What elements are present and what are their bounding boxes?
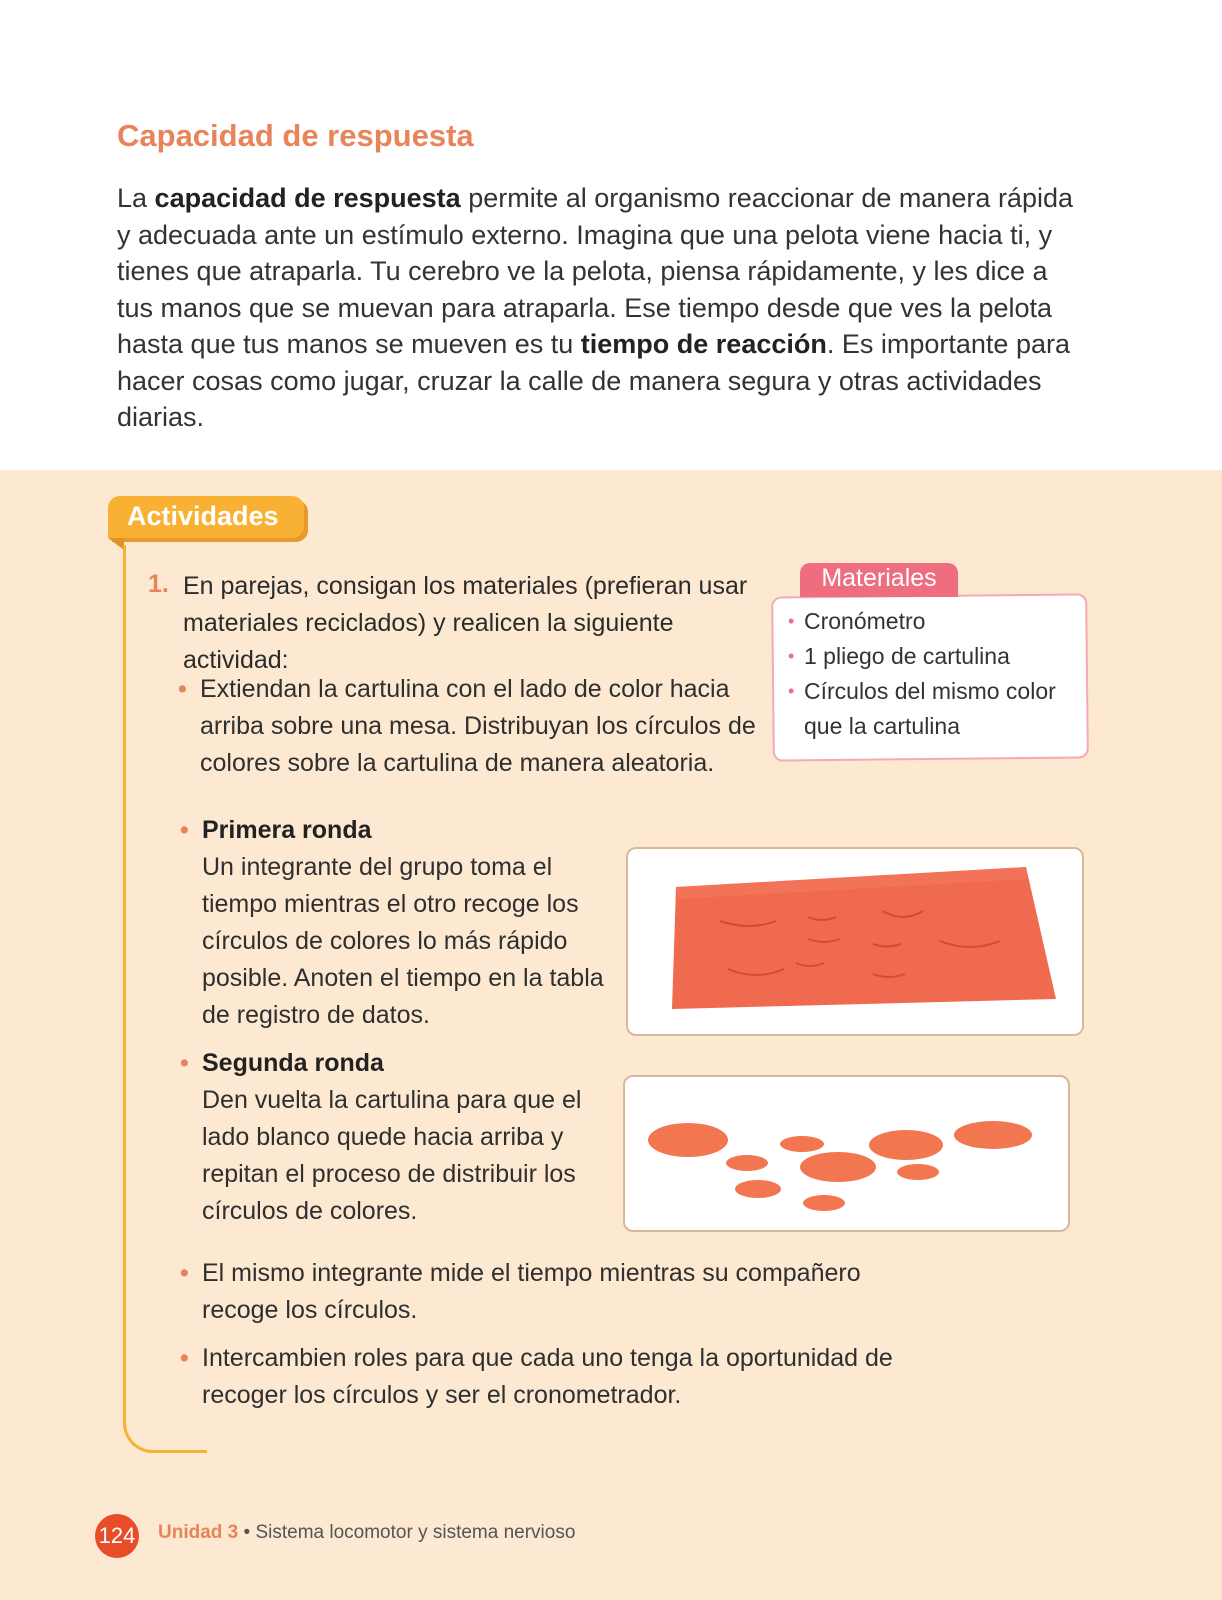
circles-illustration (625, 1077, 1068, 1230)
activity-instruction: En parejas, consigan los materiales (prefieran usar materiales reciclados) y realicen la siguiente actividad: (183, 572, 748, 674)
materials-bullet: • (788, 611, 795, 631)
materials-bullet: • (788, 681, 795, 701)
bullet-dot: • (180, 1344, 189, 1372)
intro-text-3: . Es importante para hacer cosas como jugar, cruzar la calle de manera segura y otras actividades diarias. (117, 329, 1070, 432)
photo-loose-circles (623, 1075, 1070, 1232)
bullet-spread-cardboard-text: Extiendan la cartulina con el lado de color hacia arriba sobre una mesa. Distribuyan los círculos de colores sobre la cartulina de manera aleatoria. (200, 675, 756, 777)
materials-tab (800, 563, 958, 597)
cardboard-illustration (628, 849, 1082, 1034)
paper-circle (803, 1195, 845, 1211)
bullet-swap-roles-text: Intercambien roles para que cada uno tenga la oportunidad de recoger los círculos y ser el cronometrador. (202, 1344, 893, 1409)
bullet-dot: • (178, 675, 187, 703)
materials-list (788, 604, 1088, 744)
materials-bullet: • (788, 646, 795, 666)
intro-term-capacity: capacidad de respuesta (154, 183, 461, 213)
photo-cardboard-with-circles (626, 847, 1084, 1036)
footer-subtitle: Sistema locomotor y sistema nervioso (255, 1522, 576, 1543)
footer-unit: Unidad 3 (158, 1522, 239, 1543)
activities-tab-label: Actividades (127, 501, 279, 531)
materials-item (788, 639, 1088, 674)
bullet-same-member (180, 1255, 942, 1329)
top-section (0, 0, 1222, 470)
paper-circle (726, 1155, 768, 1171)
intro-paragraph (117, 180, 1077, 436)
materials-item-text: 1 pliego de cartulina (804, 643, 1010, 669)
paper-circle (954, 1121, 1032, 1149)
paper-circles (648, 1121, 1032, 1211)
materials-title: Materiales (821, 564, 937, 592)
activities-tab-fold (108, 538, 124, 550)
bullet-swap-roles (180, 1340, 962, 1414)
materials-item-text: Círculos del mismo color que la cartulina (804, 678, 1056, 739)
intro-term-reaction-time: tiempo de reacción (580, 329, 827, 359)
bullet-spread-cardboard (178, 671, 760, 782)
paper-circle (735, 1180, 781, 1198)
section-title: Capacidad de respuesta (117, 118, 474, 153)
first-round-text: Un integrante del grupo toma el tiempo mientras el otro recoge los círculos de colores lo más rápido posible. Anoten el tiempo en la tabla de registro de datos. (202, 853, 604, 1029)
first-round-title: Primera ronda (202, 816, 372, 844)
activities-bracket (123, 545, 207, 1453)
footer-caption (158, 1522, 575, 1544)
activity-number: 1. (148, 570, 169, 598)
materials-item-text: Cronómetro (804, 608, 926, 634)
second-round-title: Segunda ronda (202, 1049, 384, 1077)
paper-circle (648, 1123, 728, 1157)
bullet-dot: • (180, 816, 189, 844)
bullet-same-member-text: El mismo integrante mide el tiempo mientras su compañero recoge los círculos. (202, 1259, 861, 1324)
materials-item (788, 674, 1088, 744)
second-round-text: Den vuelta la cartulina para que el lado blanco quede hacia arriba y repitan el proceso de distribuir los círculos de colores. (202, 1086, 582, 1225)
paper-circle (869, 1130, 943, 1160)
bullet-second-round (180, 1045, 602, 1230)
page-number-badge: 124 (95, 1514, 139, 1558)
bullet-dot: • (180, 1259, 189, 1287)
paper-circle (897, 1164, 939, 1180)
bullet-dot: • (180, 1049, 189, 1077)
paper-circle (800, 1152, 876, 1182)
paper-circle (780, 1136, 824, 1152)
footer-separator: • (238, 1522, 256, 1543)
intro-text-2: permite al organismo reaccionar de manera rápida y adecuada ante un estímulo externo. Imagina que una pelota viene hacia ti, y tienes que atraparla. Tu cerebro ve la pelota, piensa rápidamente, y les dice a tus manos que se muevan para atraparla. Ese tiempo desde que ves la pelota hasta que tus manos se mueven es tu (117, 183, 1073, 359)
materials-item (788, 604, 1088, 639)
intro-text-1: La (117, 183, 155, 213)
bullet-first-round (180, 812, 612, 1034)
activities-tab (108, 496, 304, 538)
